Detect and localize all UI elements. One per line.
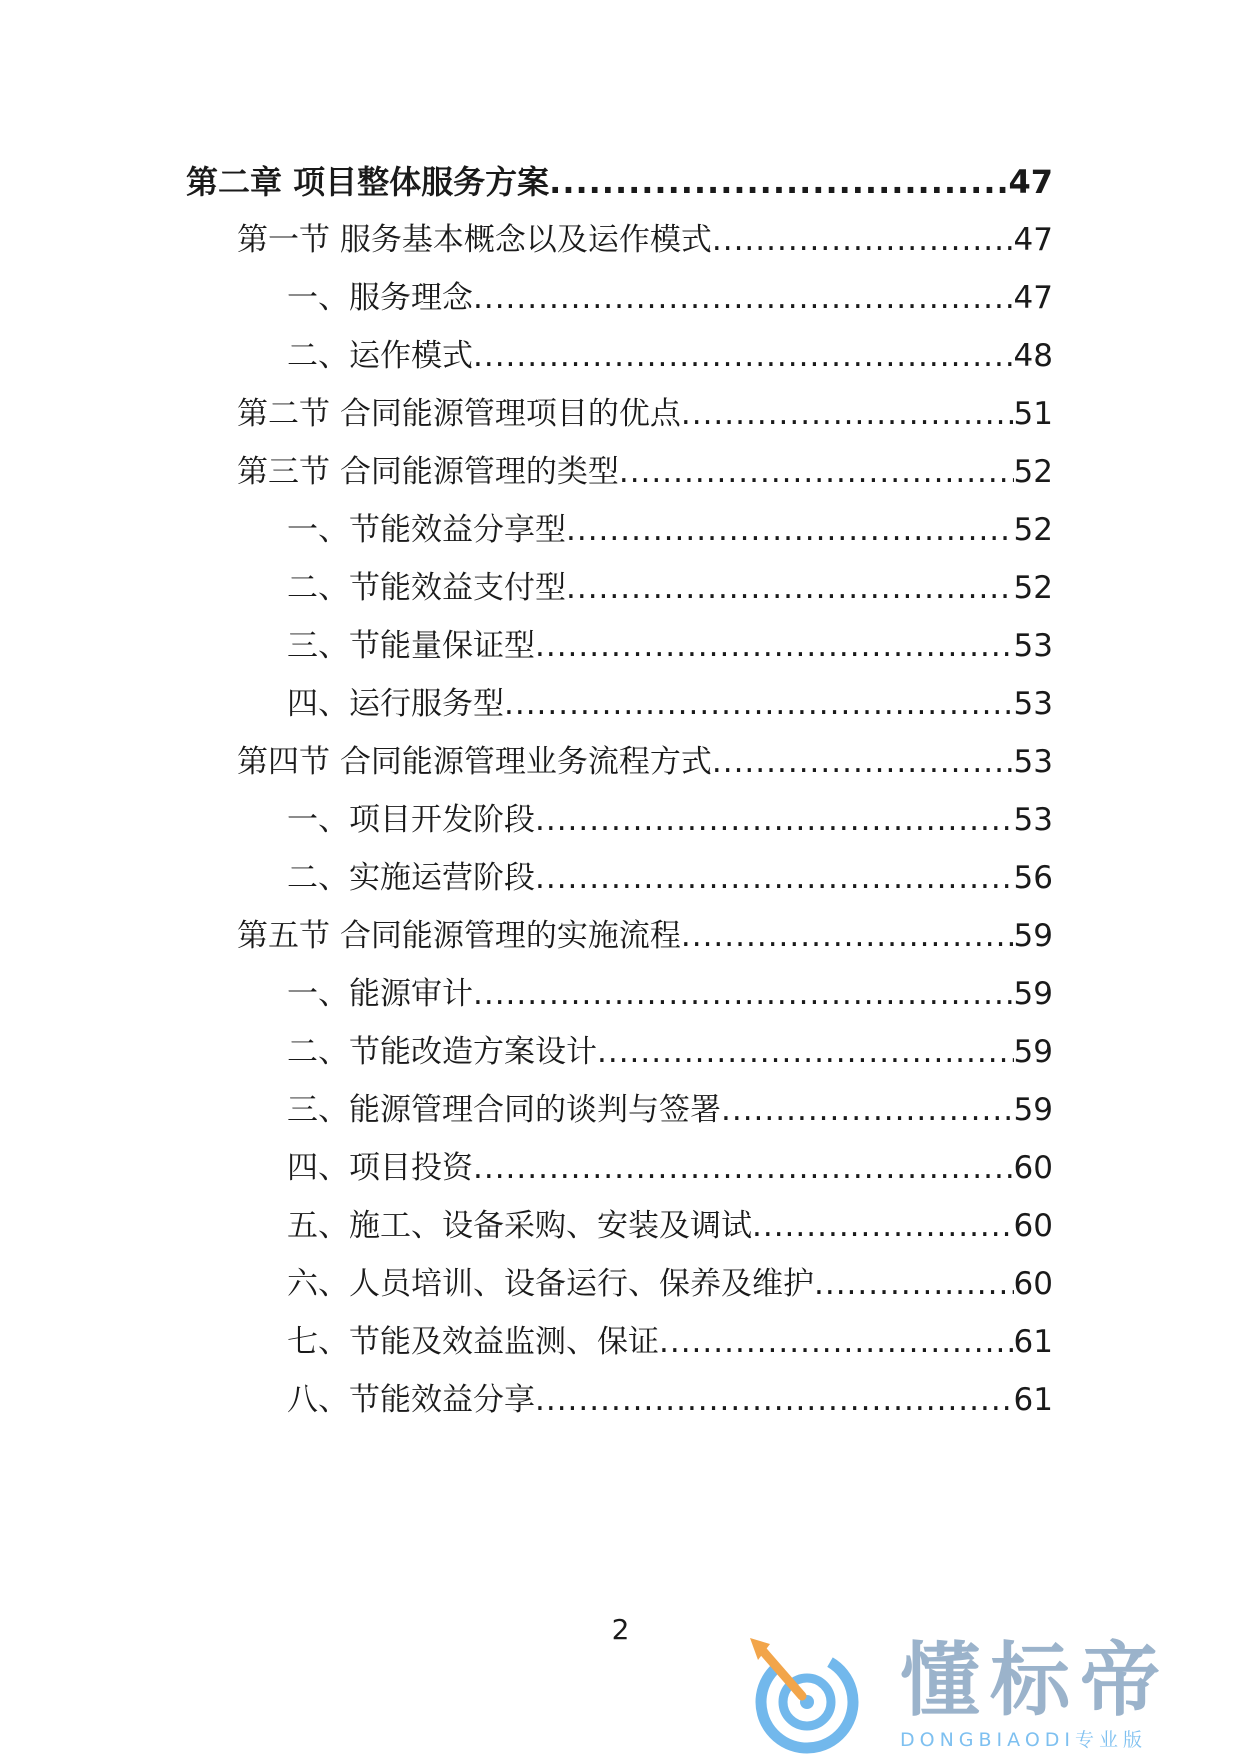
- toc-leader-dots: [504, 680, 1014, 728]
- toc-entry-page: 48: [1013, 338, 1053, 374]
- toc-entry-page: 51: [1013, 396, 1053, 432]
- toc-leader-dots: [473, 970, 1014, 1018]
- toc-entry-page: 61: [1013, 1382, 1053, 1418]
- toc-leader-dots: [473, 274, 1014, 322]
- toc-entry-title: 第二节 合同能源管理项目的优点: [237, 396, 681, 432]
- toc-leader-dots: [659, 1318, 1014, 1366]
- toc-entry-page: 59: [1013, 918, 1053, 954]
- toc-entry[interactable]: [237, 390, 1053, 438]
- toc-entry-title: 一、项目开发阶段: [287, 802, 535, 838]
- toc-entry[interactable]: [287, 796, 1053, 844]
- toc-entry-page: 53: [1013, 628, 1053, 664]
- toc-entry[interactable]: [287, 1202, 1053, 1250]
- toc-entry-page: 52: [1013, 570, 1053, 606]
- toc-entry[interactable]: [237, 738, 1053, 786]
- toc-leader-dots: [681, 912, 1014, 960]
- toc-entry[interactable]: [287, 680, 1053, 728]
- toc-entry[interactable]: [287, 564, 1053, 612]
- toc-leader-dots: [712, 738, 1014, 786]
- toc-entry-page: 52: [1013, 454, 1053, 490]
- toc-entry-page: 47: [1013, 280, 1053, 316]
- toc-entry-page: 53: [1013, 802, 1053, 838]
- toc-entry-title: 七、节能及效益监测、保证: [287, 1324, 659, 1360]
- toc-entry-page: 47: [1013, 222, 1053, 258]
- toc-entry[interactable]: [287, 274, 1053, 322]
- toc-entry-page: 52: [1013, 512, 1053, 548]
- toc-leader-dots: [752, 1202, 1014, 1250]
- toc-entry-title: 四、项目投资: [287, 1150, 473, 1186]
- watermark-subtitle: DONGBIAODI专业版: [900, 1729, 1148, 1751]
- page-number: 2: [611, 1613, 630, 1646]
- toc-entry-title: 一、服务理念: [287, 280, 473, 316]
- toc-entry-title: 二、运作模式: [287, 338, 473, 374]
- toc-entry-page: 59: [1013, 1034, 1053, 1070]
- toc-entry[interactable]: [287, 1318, 1053, 1366]
- toc-entry-page: 59: [1013, 1092, 1053, 1128]
- toc-leader-dots: [535, 622, 1014, 670]
- toc-entry[interactable]: [186, 158, 1053, 206]
- target-arrow-logo-icon: [740, 1636, 870, 1754]
- toc-entry-title: 二、节能效益支付型: [287, 570, 566, 606]
- toc-entry-title: 三、节能量保证型: [287, 628, 535, 664]
- toc-leader-dots: [473, 332, 1014, 380]
- toc-leader-dots: [619, 448, 1014, 496]
- toc-entry[interactable]: [237, 216, 1053, 264]
- toc-leader-dots: [597, 1028, 1014, 1076]
- toc-leader-dots: [712, 216, 1014, 264]
- toc-leader-dots: [535, 854, 1014, 902]
- toc-entry-page: 47: [1008, 163, 1053, 201]
- toc-entry[interactable]: [287, 506, 1053, 554]
- toc-entry[interactable]: [287, 622, 1053, 670]
- toc-entry-title: 第三节 合同能源管理的类型: [237, 454, 619, 490]
- toc-entry-title: 五、施工、设备采购、安装及调试: [287, 1208, 752, 1244]
- toc-leader-dots: [681, 390, 1014, 438]
- toc-entry[interactable]: [287, 970, 1053, 1018]
- toc-leader-dots: [814, 1260, 1014, 1308]
- toc-entry[interactable]: [287, 1260, 1053, 1308]
- toc-entry-page: 53: [1013, 744, 1053, 780]
- toc-entry-title: 二、实施运营阶段: [287, 860, 535, 896]
- toc-entry[interactable]: [237, 448, 1053, 496]
- toc-entry-page: 61: [1013, 1324, 1053, 1360]
- toc-leader-dots: [721, 1086, 1014, 1134]
- toc-entry-title: 三、能源管理合同的谈判与签署: [287, 1092, 721, 1128]
- toc-entry[interactable]: [287, 332, 1053, 380]
- toc-leader-dots: [535, 1376, 1014, 1424]
- toc-entry-title: 第一节 服务基本概念以及运作模式: [237, 222, 712, 258]
- toc-leader-dots: [566, 506, 1014, 554]
- toc-entry-title: 第五节 合同能源管理的实施流程: [237, 918, 681, 954]
- toc-entry-page: 60: [1013, 1150, 1053, 1186]
- toc-leader-dots: [549, 158, 1008, 206]
- toc-leader-dots: [473, 1144, 1014, 1192]
- watermark: [740, 1636, 1210, 1754]
- toc-entry-page: 60: [1013, 1266, 1053, 1302]
- toc-leader-dots: [535, 796, 1014, 844]
- toc-entry-title: 四、运行服务型: [287, 686, 504, 722]
- toc-entry-title: 一、能源审计: [287, 976, 473, 1012]
- toc-entry-page: 53: [1013, 686, 1053, 722]
- toc-entry-title: 二、节能改造方案设计: [287, 1034, 597, 1070]
- toc-entry-page: 59: [1013, 976, 1053, 1012]
- toc-entry[interactable]: [287, 854, 1053, 902]
- toc-entry[interactable]: [237, 912, 1053, 960]
- toc-entry[interactable]: [287, 1086, 1053, 1134]
- toc-entry-title: 第二章 项目整体服务方案: [186, 163, 550, 201]
- toc-entry-title: 第四节 合同能源管理业务流程方式: [237, 744, 712, 780]
- watermark-brand: 懂标帝: [900, 1634, 1170, 1727]
- toc-entry-page: 56: [1013, 860, 1053, 896]
- toc-leader-dots: [566, 564, 1014, 612]
- toc-entry-page: 60: [1013, 1208, 1053, 1244]
- toc-entry-title: 六、人员培训、设备运行、保养及维护: [287, 1266, 814, 1302]
- toc-entry-title: 八、节能效益分享: [287, 1382, 535, 1418]
- toc-entry[interactable]: [287, 1376, 1053, 1424]
- toc-entry[interactable]: [287, 1144, 1053, 1192]
- toc-entry[interactable]: [287, 1028, 1053, 1076]
- toc-entry-title: 一、节能效益分享型: [287, 512, 566, 548]
